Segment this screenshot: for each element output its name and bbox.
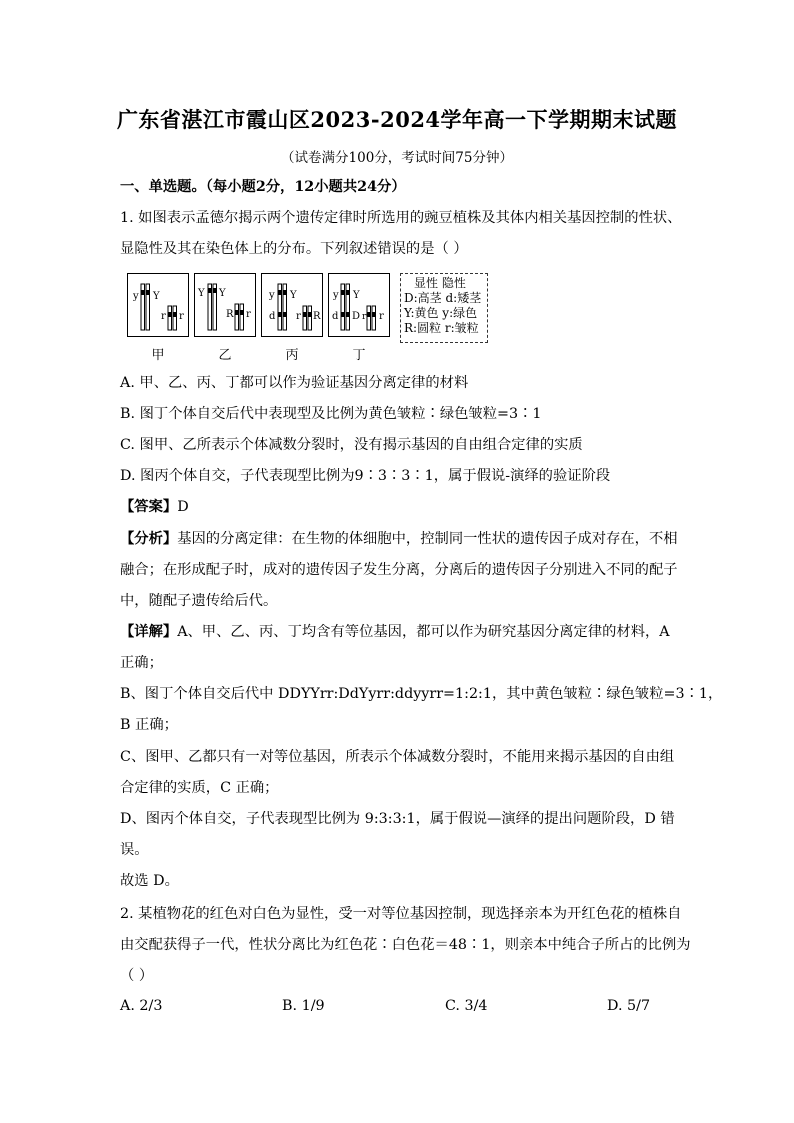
q2-stem-line1: 2. 某植物花的红色对白色为显性，受一对等位基因控制，现选择亲本为开红色花的植株自 [120,906,682,922]
allele-label: r [379,311,384,322]
q1-stem-line1: 1. 如图表示孟德尔揭示两个遗传定律时所选用的豌豆植株及其体内相关基因控制的性状、 [120,210,682,226]
exam-title: 广东省湛江市霞山区2023-2024学年高一下学期期末试题 [116,107,678,132]
section-heading: 一、单选题。（每小题2分，12小题共24分） [120,179,406,195]
q1-detail-line1 [120,622,680,642]
q1-detail-line4: B 正确； [120,717,178,733]
allele-label: r [179,311,184,322]
cell-label-bing: 丙 [285,348,299,363]
q1-detail-line6: 合定律的实质，C 正确； [120,780,279,796]
legend-row: D:高茎 d:矮茎 [404,291,482,305]
allele-label: y [269,290,275,301]
legend-row: Y:黄色 y:绿色 [404,306,478,320]
q1-detail-line2: 正确； [120,655,163,671]
allele-label: y [133,291,139,302]
q2-option-a: A. 2/3 [120,998,163,1014]
allele-label: r [161,311,166,322]
q1-option-b: B. 图丁个体自交后代中表现型及比例为黄色皱粒∶绿色皱粒=3∶1 [120,406,542,422]
q1-analysis-line2: 融合；在形成配子时，成对的遗传因子发生分离，分离后的遗传因子分别进入不同的配子 [120,562,678,578]
analysis-text: 基因的分离定律：在生物的体细胞中，控制同一性状的遗传因子成对存在，不相 [177,531,678,547]
cell-ding [328,273,390,337]
cell-bing-chromosomes [262,274,322,336]
allele-label: d [332,311,339,322]
detail-tag: 【详解】 [120,624,178,640]
cell-label-yi: 乙 [218,348,232,363]
legend-row: R:圆粒 r:皱粒 [404,321,479,335]
allele-label: Y [353,290,360,301]
allele-label: r [362,312,367,322]
q2-stem-line2: 由交配获得子一代，性状分离比为红色花∶白色花＝48∶1，则亲本中纯合子所占的比例为 [120,937,691,953]
allele-label: r [296,311,301,322]
allele-label: Y [153,291,160,302]
allele-label: y [333,290,339,301]
cell-yi [194,273,256,337]
q2-option-b: B. 1/9 [282,998,325,1014]
q1-detail-line7: D、图丙个体自交，子代表现型比例为 9:3:3:1，属于假说—演绎的提出问题阶段，D 错 [120,811,675,827]
allele-label: R [226,309,234,320]
gene-legend [400,273,488,343]
q1-option-c: C. 图甲、乙所表示个体减数分裂时，没有揭示基因的自由组合定律的实质 [120,437,583,453]
q2-option-d: D. 5/7 [607,998,651,1014]
allele-label: d [269,311,276,322]
cell-bing [261,273,323,337]
q1-stem-line2: 显隐性及其在染色体上的分布。下列叙述错误的是（ ） [120,241,468,257]
allele-label: Y [219,288,226,299]
cell-yi-chromosomes [195,274,255,336]
q2-stem-line3: （ ） [120,968,154,984]
q1-option-a: A. 甲、乙、丙、丁都可以作为验证基因分离定律的材料 [120,375,469,391]
q1-detail-line8: 误。 [120,842,149,858]
detail-text: A、甲、乙、丙、丁均含有等位基因，都可以作为研究基因分离定律的材料，A [177,624,670,640]
q1-conclusion: 故选 D。 [120,873,179,889]
cell-label-ding: 丁 [352,348,366,363]
cell-ding-chromosomes [329,274,389,336]
allele-label: Y [290,290,297,301]
answer-tag: 【答案】 [120,499,178,515]
q1-detail-line5: C、图甲、乙都只有一对等位基因，所表示个体减数分裂时，不能用来揭示基因的自由组 [120,749,675,765]
legend-header: 显性 隐性 [414,276,466,290]
q1-answer [120,497,680,517]
q1-option-d: D. 图丙个体自交，子代表现型比例为9∶3∶3∶1，属于假说-演绎的验证阶段 [120,468,611,484]
cell-label-jia: 甲 [151,348,165,363]
exam-subtitle: （试卷满分100分，考试时间75分钟） [281,150,513,166]
q2-option-c: C. 3/4 [445,998,488,1014]
q1-analysis-line1 [120,529,680,549]
cell-jia-chromosomes [128,274,188,336]
allele-label: R [313,311,321,322]
q1-detail-line3: B、图丁个体自交后代中 DDYYrr:DdYyrr:ddyyrr=1:2:1，其中黄色皱粒∶绿色皱粒=3∶1， [120,686,723,702]
allele-label: r [246,309,251,320]
allele-label: Y [198,288,205,299]
analysis-tag: 【分析】 [120,531,178,547]
cell-jia [127,273,189,337]
answer-value: D [177,499,189,515]
q1-analysis-line3: 中，随配子遗传给后代。 [120,593,278,609]
allele-label: D [352,311,361,322]
